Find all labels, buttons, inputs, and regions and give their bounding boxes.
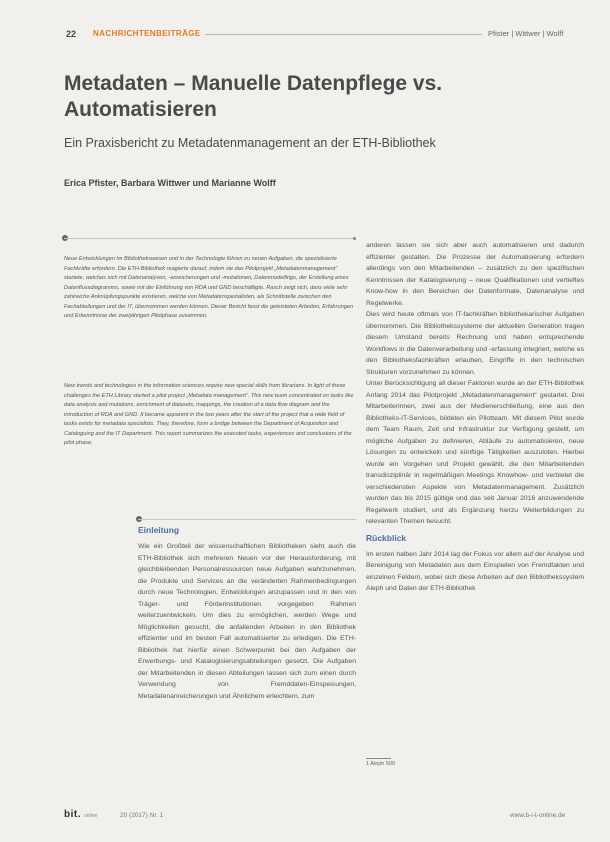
- intro-rule: [138, 519, 356, 520]
- footnote-rule: [366, 758, 391, 759]
- abstract-rule-end: [353, 237, 356, 240]
- body-paragraph: Dies wird heute oftmals von IT-fachkräften bibliothekarischer Aufgaben übernommen. Die Bibliothekssysteme der aktuellen Generation tragen diesem Umstand bereits Rechnung und haben entsprechende Workflows in die Datenverarbeitung und -erfassung integriert, welche es den Bibliotheksfachkräften erlauben, Eingriffe in den technischen Strukturen vorzunehmen zu können.: [366, 311, 584, 376]
- journal-url: www.b-i-t-online.de: [510, 812, 566, 819]
- body-paragraph: Unter Berücksichtigung all dieser Faktoren wurde an der ETH-Bibliothek Anfang 2014 das Pilotprojekt „Metadatenmanagement“ gestartet. Drei Mitarbeiterinnen, zwei aus der Medienerschließung, eine aus den Bibliotheks-IT-Services, bildeten ein Pilotteam. Mit diesem Pilot wurde dem Team Raum, Zeit und Infrastruktur zur Verfügung gestellt, um mögliche Aufgaben zu definieren, Abläufe zu automatisieren, neue Lösungen zu entwickeln und künftige Tätigkeiten auszuloten. Hierbei wurde ein Vorgehen und Projekt gewählt, die den Mitarbeitenden transdisziplinär in regelmäßigen Meetings Knowhow- und verbietet die verschiedensten Aspekte von Metadatenmanagement. Zusätzlich wurden das bis 2015 gültige und das seit Januar 2016 anzuwendende Regelwerk studiert, und als Ergänzung hierzu Weiterbildungen zu relevanten Themen besucht.: [366, 380, 584, 525]
- body-paragraph-continued: anderen lassen sie sich aber auch automatisieren und dadurch effizienter gestalten. Die Prozesse der Automatisierung erfordern allerdings von den Mitarbeitenden – zusätzlich zu den spezifischen Kenntnissen der Katalogisierung – neue Qualifikationen und vertieftes Know-how in den Bereichen der Datenformate, Datenanalyse und Regelwerke.: [366, 242, 584, 307]
- review-body: Im ersten halben Jahr 2014 lag der Fokus vor allem auf der Analyse und Bereinigung von Metadaten aus dem Einspielen von Fremdfakten und einzelnen Feldern, wobei sich diese Arbeiten auf den Bibliothekssystem Aleph und Daten der ETH-Bibliothek: [366, 550, 584, 592]
- journal-issue: 20 (2017) Nr. 1: [120, 812, 164, 819]
- abstract-rule: [64, 238, 356, 239]
- section-label: NACHRICHTENBEITRÄGE: [93, 29, 201, 38]
- article-title: Metadaten – Manuelle Datenpflege vs. Automatisieren: [64, 72, 443, 121]
- header-rule: [205, 34, 482, 35]
- right-column: [366, 240, 584, 595]
- intro-heading: Einleitung: [138, 525, 180, 535]
- article-byline: Erica Pfister, Barbara Wittwer und Marianne Wolff: [64, 178, 276, 188]
- journal-logo: bit.: [64, 809, 81, 820]
- footnote: 1 Aleph 500: [366, 761, 396, 767]
- intro-body: Wie ein Großteil der wissenschaftlichen Bibliotheken sieht auch die ETH-Bibliothek sich mehreren Neuen vor der Herausforderung, mit gleichbleibenden Personalressourcen neue Aufgaben wahrzunehmen, die Produkte und Services an die veränderten Rahmenbedingungen durch neue Technologien, Entwicklungen anzupassen und in den von Träger- und Förderinstitutionen vorgegeben Rahmen weiterzuentwickeln. Um dies zu ermöglichen, werden Wege und Möglichkeiten gesucht, die anfallenden Arbeiten in den Bibliothek effizienter und im besten Fall automatisierter zu erledigen. Die ETH-Bibliothek hat hierfür einen Schwerpunkt bei den Aufgaben der Erwerbungs- und Katalogisierungsabteilungen gesetzt. Die Aufgaben der Mitarbeitenden in diesen Abteilungen lassen sich zum einen durch Verwendung von Fremddaten-Einspeisungen, Metadatenanreicherungen und Ähnlichem erleichtern, zum: [138, 543, 356, 700]
- running-authors: Pfister | Wittwer | Wolff: [488, 29, 564, 38]
- journal-logo-suffix: online: [84, 813, 98, 819]
- intro-column: [138, 525, 356, 702]
- page-number: 22: [66, 29, 77, 39]
- abstract-german: Neue Entwicklungen im Bibliothekswesen und in der Technologie führen zu neuen Aufgaben, die spezialisierte Fachkräfte erfordern. Die ETH-Bibliothek reagierte darauf, indem sie das Pilotprojekt „Metadatenmanagement“ startete, welches sich mit Datenanalysen, -anreicherungen und -mutationen, Datenmodellings, der Erstellung eines Datenflussdiagramms, sowie mit der Einführung von RDA und GND beschäftigte. Rasch zeigt sich, dass viele sehr zahlreiche Anknüpfungspunkte existieren, welche von Metadatenspezialisten, als Schnittstelle zwischen den Fachabteilungen und der IT, übernommen werden können. Dieser Bericht fasst die geleisteten Arbeiten, Erfahrungen und Erkenntnisse der zweijährigen Pilotphase zusammen.: [64, 256, 354, 319]
- review-heading: Rückblick: [366, 532, 407, 543]
- abstract-english: New trends and technologies in the information sciences require new special skills from librarians. In light of these challenges the ETH Library started a pilot project „Metadata management“. This new team concentrated on tasks like data analysis and mutations, enrichment of datasets, mappings, the creation of a data flow diagram and the introduction of RDA and GND. It became apparent in the two years after the start of the project that a wide field of tasks exists for metadata specialists. They, therefore, form a bridge between the Department of Acquisition and Cataloguing and the IT Department. This report summarizes the executed tasks, experiences and conclusions of the pilot phase.: [64, 383, 354, 446]
- article-subtitle: Ein Praxisbericht zu Metadatenmanagement an der ETH-Bibliothek: [64, 136, 436, 150]
